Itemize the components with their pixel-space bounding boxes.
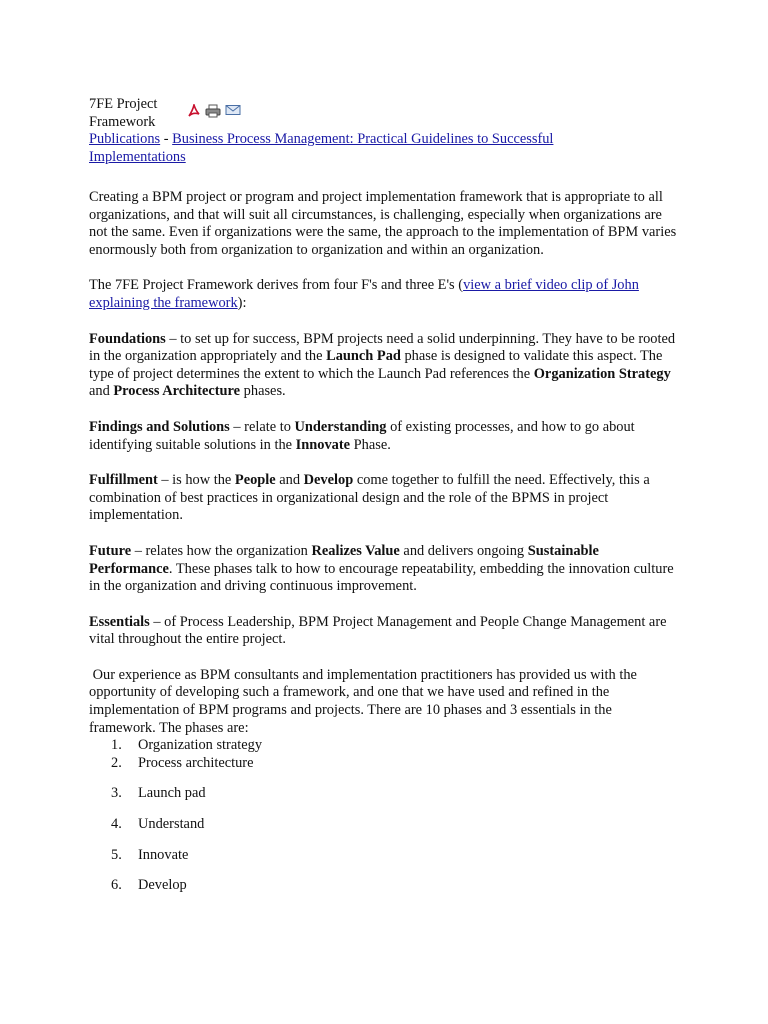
foundations-text-3: and [89,383,114,400]
list-item [89,877,681,895]
foundations-text-4: phases. [240,383,286,400]
future-paragraph [89,543,681,596]
future-text-2: and delivers ongoing [399,542,528,559]
page-title-line-2: Framework [89,113,156,130]
fulfillment-text-3: come together to fulfill the need. Effectively, this a combination of best practices in organizational design and the role of the BPMS in project implementation. [89,472,650,524]
sustainable-performance-term: Sustainable Performance [89,542,599,577]
list-item-label: Develop [138,877,187,894]
foundations-text-2: phase is designed to validate this aspect. The type of project determines the extent to which the Launch Pad references the [89,348,663,382]
page-title-line-1: 7FE Project [89,96,158,112]
page-title [89,96,175,131]
book-link[interactable]: Business Process Management: Practical Guidelines to Successful [172,131,554,148]
future-text-1: – relates how the organization [131,542,312,559]
breadcrumb [89,131,689,166]
list-item [89,816,681,834]
launch-pad-term: Launch Pad [326,348,401,365]
pdf-icon[interactable] [187,104,201,124]
realizes-value-term: Realizes Value [311,542,400,559]
title-row [89,96,689,131]
findings-term: Findings and Solutions [89,418,230,435]
list-item-number: 1. [111,737,122,754]
future-text-3: . These phases talk to how to encourage repeatability, embedding the innovation culture in the organization and driving continuous improvement. [89,560,674,595]
email-icon[interactable] [225,104,241,124]
list-item-number: 3. [111,785,122,802]
essentials-term: Essentials [89,613,150,630]
list-item-number: 4. [111,816,122,833]
list-item-label: Launch pad [138,785,206,802]
foundations-text-1: – to set up for success, BPM projects need a solid underpinning. They have to be rooted in the organization appropriately and the [89,330,676,365]
publications-link[interactable]: Publications [89,131,161,148]
derives-paragraph [89,277,681,312]
breadcrumb-separator: - [160,131,173,148]
phases-list [89,737,681,895]
findings-paragraph [89,419,681,454]
experience-paragraph: Our experience as BPM consultants and implementation practitioners has provided us with the opportunity of developing such a framework, and one that we have used and refined in the implementation of BPM programs and projects. There are 10 phases and 3 essentials in the framework. The phases are: [89,666,641,736]
book-link-continued[interactable]: Implementations [89,148,186,165]
derives-text: The 7FE Project Framework derives from four F's and three E's ( [89,277,464,294]
list-item-number: 2. [111,754,122,771]
action-icons [187,104,241,124]
list-item-label: Process architecture [138,754,254,771]
list-item-number: 5. [111,846,122,863]
article-body [89,189,681,895]
organization-strategy-term: Organization Strategy [533,365,671,382]
list-item-number: 6. [111,877,122,894]
fulfillment-term: Fulfillment [89,472,158,489]
print-icon[interactable] [205,104,221,124]
page-header [89,96,689,166]
innovate-term: Innovate [295,436,351,453]
list-item [89,785,681,803]
fulfillment-text-1: – is how the [157,472,235,489]
develop-term: Develop [303,472,354,489]
intro-paragraph: Creating a BPM project or program and project implementation framework that is appropriate to all organizations, and that will suit all circumstances, is challenging, especially when organizations are not the same. Even if organizations were the same, the approach to the implementation of BPM varies enormously both from organization to organization and within an organization. [89,189,677,258]
list-item-label: Understand [138,816,205,833]
essentials-text: – of Process Leadership, BPM Project Management and People Change Management are vital throughout the entire project. [89,613,667,648]
essentials-paragraph [89,614,681,649]
people-term: People [234,472,276,489]
list-item [89,755,681,773]
findings-text-2: of existing processes, and how to go about identifying suitable solutions in the [89,418,635,453]
foundations-term: Foundations [89,330,166,347]
foundations-paragraph [89,331,681,401]
future-term: Future [89,542,132,559]
findings-text-3: Phase. [350,436,391,453]
derives-end: ): [237,294,247,311]
findings-text-1: – relate to [229,418,295,435]
fulfillment-paragraph [89,472,681,525]
video-clip-link[interactable]: view a brief video clip of John explaining the framework [89,277,639,311]
process-architecture-term: Process Architecture [113,383,241,400]
fulfillment-text-2: and [275,472,304,489]
understanding-term: Understanding [294,418,387,435]
list-item-label: Organization strategy [138,737,263,754]
list-item [89,737,681,755]
list-item-label: Innovate [138,846,189,863]
list-item [89,847,681,865]
